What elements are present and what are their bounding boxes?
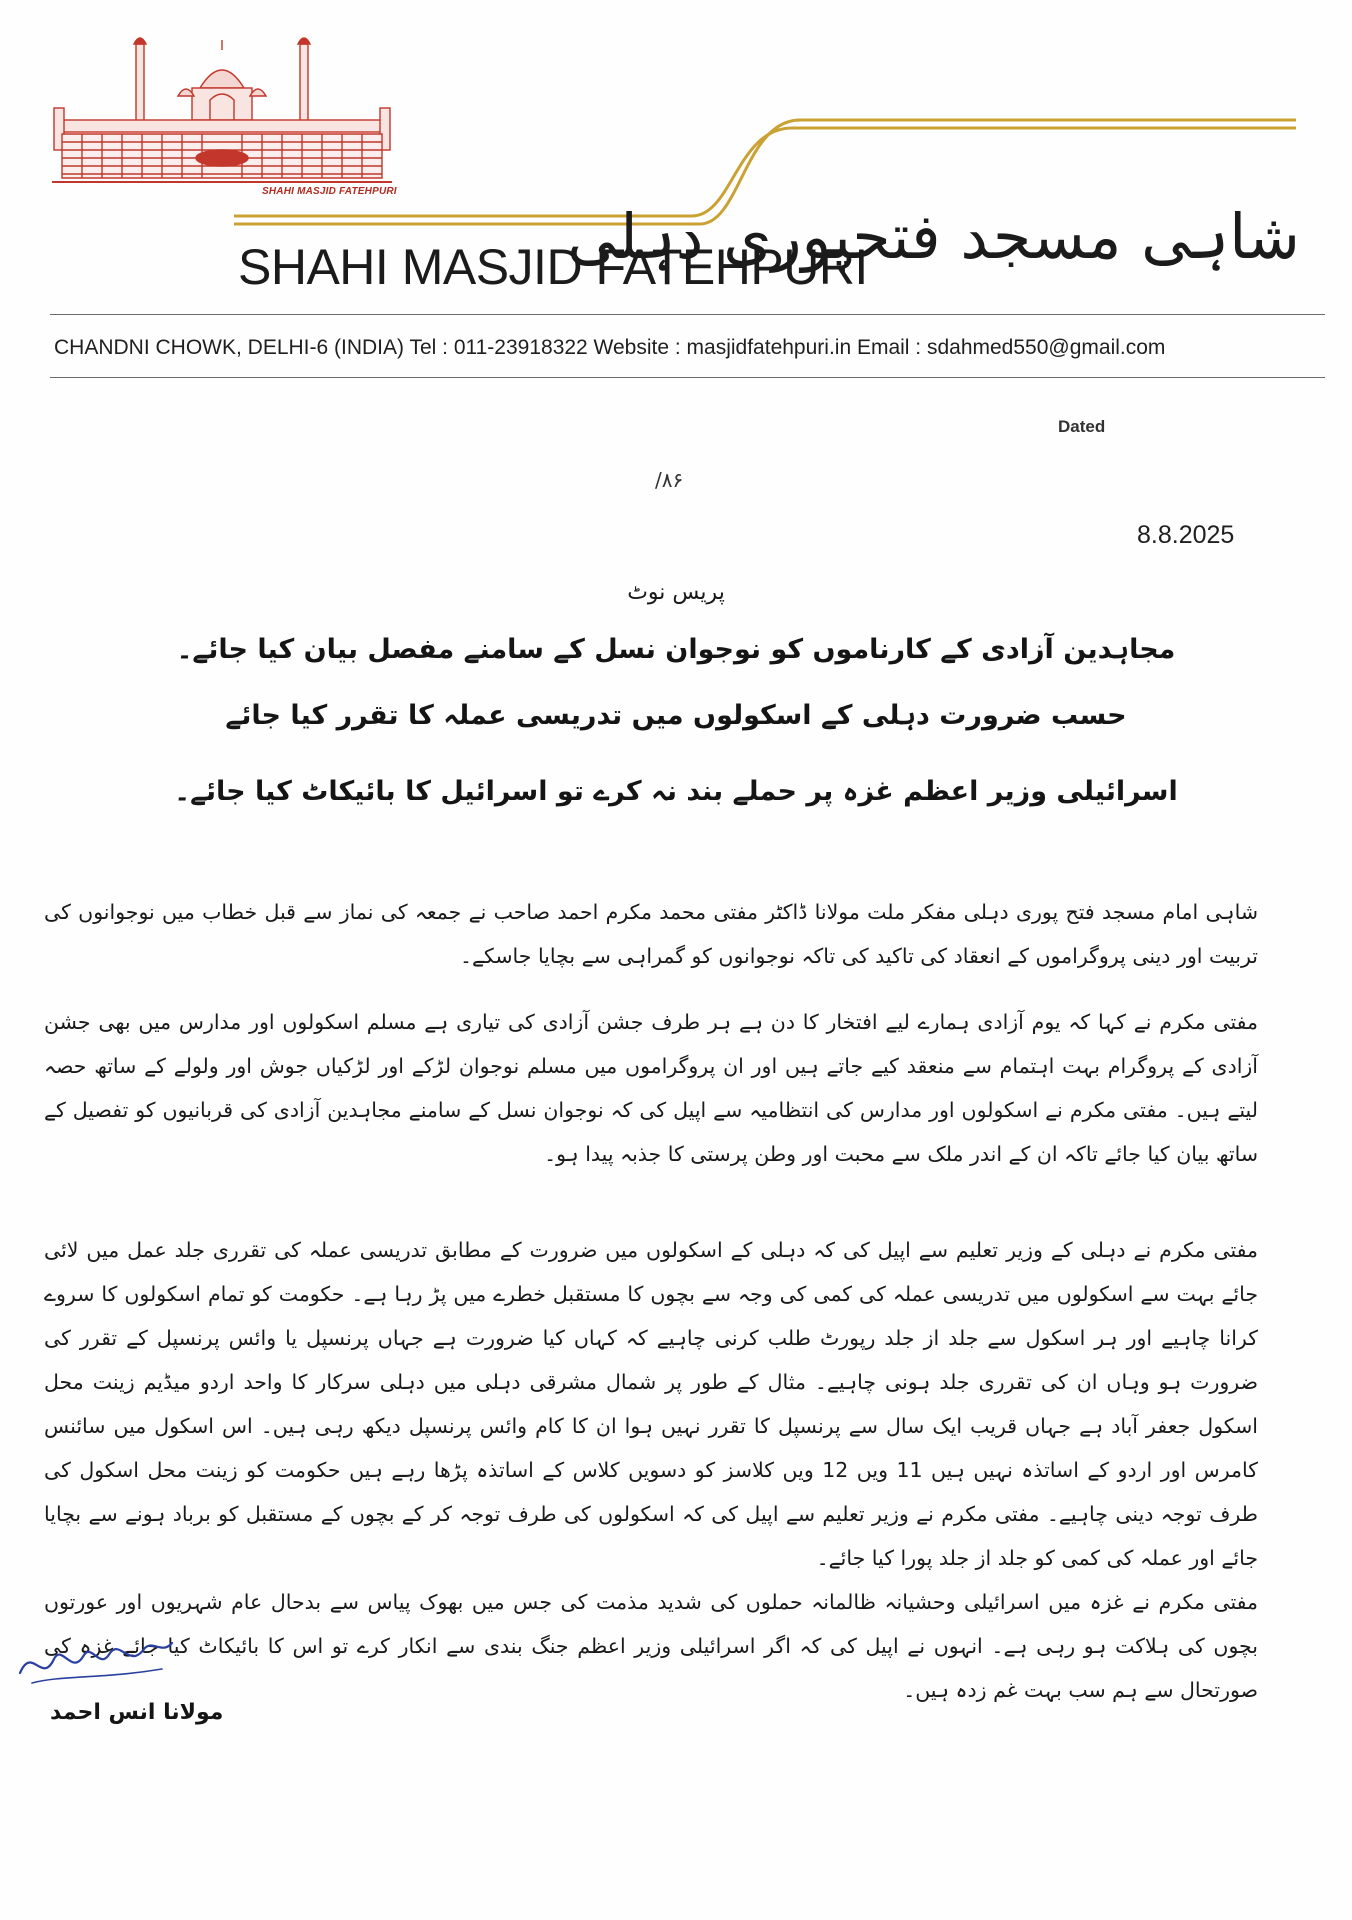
reference-number: ۸۶/	[655, 468, 684, 492]
press-note-label: پریس نوٹ	[627, 580, 725, 605]
body-paragraph-2	[44, 1000, 1258, 1176]
body-paragraph-4	[44, 1580, 1258, 1712]
masjid-name-urdu: شاہی مسجد فتحپوری دہلی	[567, 200, 1300, 273]
paragraph-text: مفتی مکرم نے غزہ میں اسرائیلی وحشیانہ ظالمانہ حملوں کی شدید مذمت کی جس میں بھوک پیاس سے بدحال عام شہریوں اور عورتوں بچوں کی ہلاکت ہو رہی ہے۔ انہوں نے اپیل کی کہ اگر اسرائیلی وزیر اعظم جنگ بندی سے انکار کرے تو اس کا بائیکاٹ کیا جائے غزہ کی صورتحال سے ہم سب بہت غم زدہ ہیں۔	[44, 1590, 1258, 1702]
letter-date: 8.8.2025	[1137, 521, 1235, 549]
headline-2: حسب ضرورت دہلی کے اسکولوں میں تدریسی عملہ کا تقرر کیا جائے	[225, 700, 1127, 731]
paragraph-text: مفتی مکرم نے کہا کہ یوم آزادی ہمارے لیے افتخار کا دن ہے ہر طرف جشن آزادی کی تیاری ہے مسلم اسکولوں اور مدارس میں بھی جشن آزادی کے پروگرام بہت اہتمام سے منعقد کیے جاتے ہیں اور ان پروگراموں میں مسلم نوجوان لڑکے اور لڑکیاں جوش اور ولولے کے ساتھ حصہ لیتے ہیں۔ مفتی مکرم نے اسکولوں اور مدارس کی انتظامیہ سے اپیل کی کہ نوجوان نسل کے سامنے مجاہدین آزادی کی قربانیوں کو تفصیل کے ساتھ بیان کیا جائے تاکہ ان کے اندر ملک سے محبت اور وطن پرستی کا جذبہ پیدا ہو۔	[44, 1010, 1258, 1166]
handwritten-signature	[12, 1625, 182, 1705]
paragraph-text: شاہی امام مسجد فتح پوری دہلی مفکر ملت مولانا ڈاکٹر مفتی محمد مکرم احمد صاحب نے جمعہ کی نماز سے قبل خطاب میں نوجوانوں کی تربیت اور دینی پروگراموں کے انعقاد کی تاکید کی تاکہ نوجوانوں کو گمراہی سے بچایا جاسکے۔	[44, 900, 1258, 968]
headline-3: اسرائیلی وزیر اعظم غزہ پر حملے بند نہ کرے تو اسرائیل کا بائیکاٹ کیا جائے۔	[174, 776, 1178, 807]
header-rule-bottom	[50, 377, 1325, 378]
dated-label: Dated	[1058, 417, 1106, 436]
header-rule-top	[50, 314, 1325, 315]
body-paragraph-3	[44, 1228, 1258, 1580]
logo-caption: SHAHI MASJID FATEHPURI	[262, 186, 397, 197]
contact-line: CHANDNI CHOWK, DELHI-6 (INDIA) Tel : 011-23918322 Website : masjidfatehpuri.in Email : sdahmed550@gmail.com	[54, 336, 1166, 359]
body-paragraph-1	[44, 890, 1258, 978]
signatory-name: مولانا انس احمد	[50, 1700, 224, 1725]
headline-1: مجاہدین آزادی کے کارناموں کو نوجوان نسل کے سامنے مفصل بیان کیا جائے۔	[176, 634, 1176, 665]
masjid-name-english: SHAHI MASJID FATEHPURI	[238, 239, 868, 295]
paragraph-text: مفتی مکرم نے دہلی کے وزیر تعلیم سے اپیل کی کہ دہلی کے اسکولوں میں ضرورت کے مطابق تدریسی عملہ کی تقرری جلد عمل میں لائی جائے بہت سے اسکولوں میں تدریسی عملہ کی کمی کی وجہ سے بچوں کا مستقبل خطرے میں پڑ رہا ہے۔ حکومت کو تمام اسکولوں کا سروے کرانا چاہیے اور ہر اسکول سے جلد از جلد رپورٹ طلب کرنی چاہیے کہ کہاں کیا ضرورت ہے جہاں پرنسپل یا وائس پرنسپل کے تقرر کی ضرورت ہو وہاں ان کی تقرری جلد ہونی چاہیے۔ مثال کے طور پر شمال مشرقی دہلی میں دہلی سرکار کا واحد اردو میڈیم زینت محل اسکول جعفر آباد ہے جہاں قریب ایک سال سے پرنسپل کا تقرر نہیں ہوا ان کا کام وائس پرنسپل دیکھ رہی ہیں۔ اس اسکول میں سائنس کامرس اور اردو کے اساتذہ نہیں ہیں 11 ویں 12 ویں کلاسز کو دسویں کلاس کے اساتذہ پڑھا رہے ہیں حکومت کو زینت محل اسکول کی طرف توجہ دینی چاہیے۔ مفتی مکرم نے وزیر تعلیم سے اپیل کی کہ اسکولوں کی طرف توجہ کر کے بچوں کے مستقبل کو برباد ہونے سے بچایا جائے اور عملہ کی کمی کو جلد از جلد پورا کیا جائے۔	[44, 1238, 1259, 1570]
